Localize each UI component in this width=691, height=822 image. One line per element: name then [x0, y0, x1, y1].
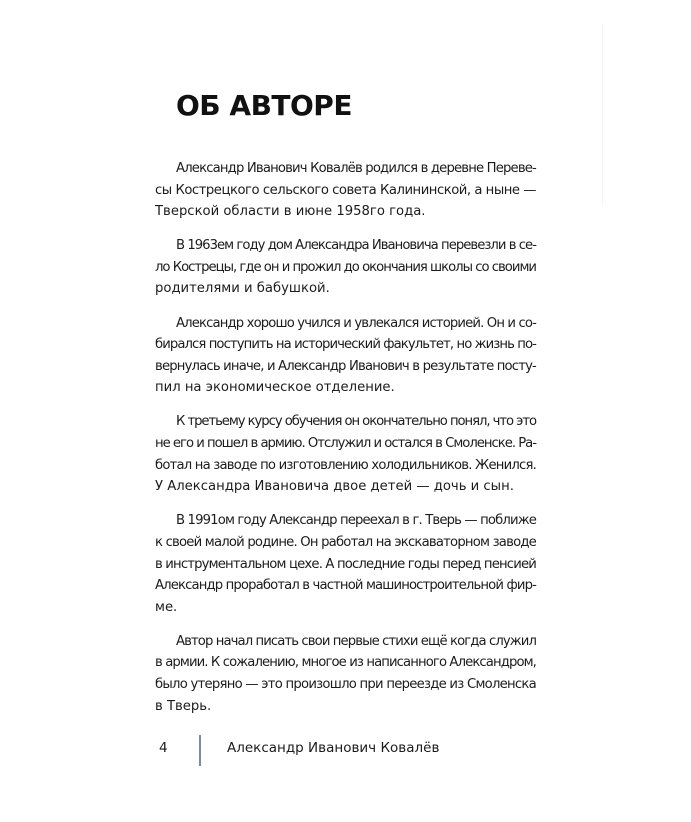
text-line: ботал на заводе по изготовлению холодильников. Женился. [155, 457, 536, 473]
page-heading: ОБ АВТОРЕ [176, 89, 352, 122]
text-line: В 1991ом году Александр переехал в г. Тверь — поближе [176, 513, 536, 529]
text-line: пил на экономическое отделение. [155, 380, 395, 396]
paragraph [155, 411, 536, 497]
paragraph [155, 631, 536, 717]
paragraph [155, 235, 536, 300]
text-line: к своей малой родине. Он работал на экскаваторном заводе [155, 534, 536, 550]
text-line: в инструментальном цехе. А последние годы перед пенсией [155, 556, 536, 572]
text-line: Тверской области в июне 1958го года. [155, 204, 426, 220]
text-line: родителями и бабушкой. [155, 281, 330, 297]
text-line: У Александра Ивановича двое детей — дочь и сын. [155, 479, 514, 495]
text-line: В 1963ем году дом Александра Ивановича перевезли в се- [176, 238, 536, 254]
text-line: не его и пошел в армию. Отслужил и остался в Смоленске. Ра- [155, 436, 536, 452]
text-line: сы Кострецкого сельского совета Калининской, а ныне — [155, 182, 536, 198]
text-line: ло Кострецы, где он и прожил до окончания школы со своими [155, 259, 536, 275]
footer-divider [199, 735, 201, 766]
text-line: вернулась иначе, и Александр Иванович в результате посту- [155, 358, 536, 374]
text-line: Александр Иванович Ковалёв родился в деревне Переве- [176, 161, 536, 176]
text-line: ме. [155, 599, 178, 615]
text-line: Александр проработал в частной машиностроительной фир- [155, 578, 536, 594]
footer-author-name: Александр Иванович Ковалёв [227, 740, 440, 756]
paragraph [155, 313, 536, 399]
text-line: в Тверь. [155, 698, 212, 714]
body-text [155, 158, 536, 730]
paragraph [155, 510, 536, 618]
text-line: бирался поступить на исторический факультет, но жизнь по- [155, 337, 536, 353]
text-line: Автор начал писать свои первые стихи ещё когда служил [176, 633, 536, 649]
text-line: было утеряно — это произошло при переезде из Смоленска [155, 676, 536, 692]
page-number: 4 [159, 740, 168, 756]
text-line: в армии. К сожалению, многое из написанного Александром, [155, 655, 536, 671]
paragraph [155, 158, 536, 223]
page-edge-line [602, 25, 603, 205]
text-line: К третьему курсу обучения он окончательно понял, что это [176, 414, 536, 430]
text-line: Александр хорошо учился и увлекался историей. Он и со- [176, 315, 536, 331]
